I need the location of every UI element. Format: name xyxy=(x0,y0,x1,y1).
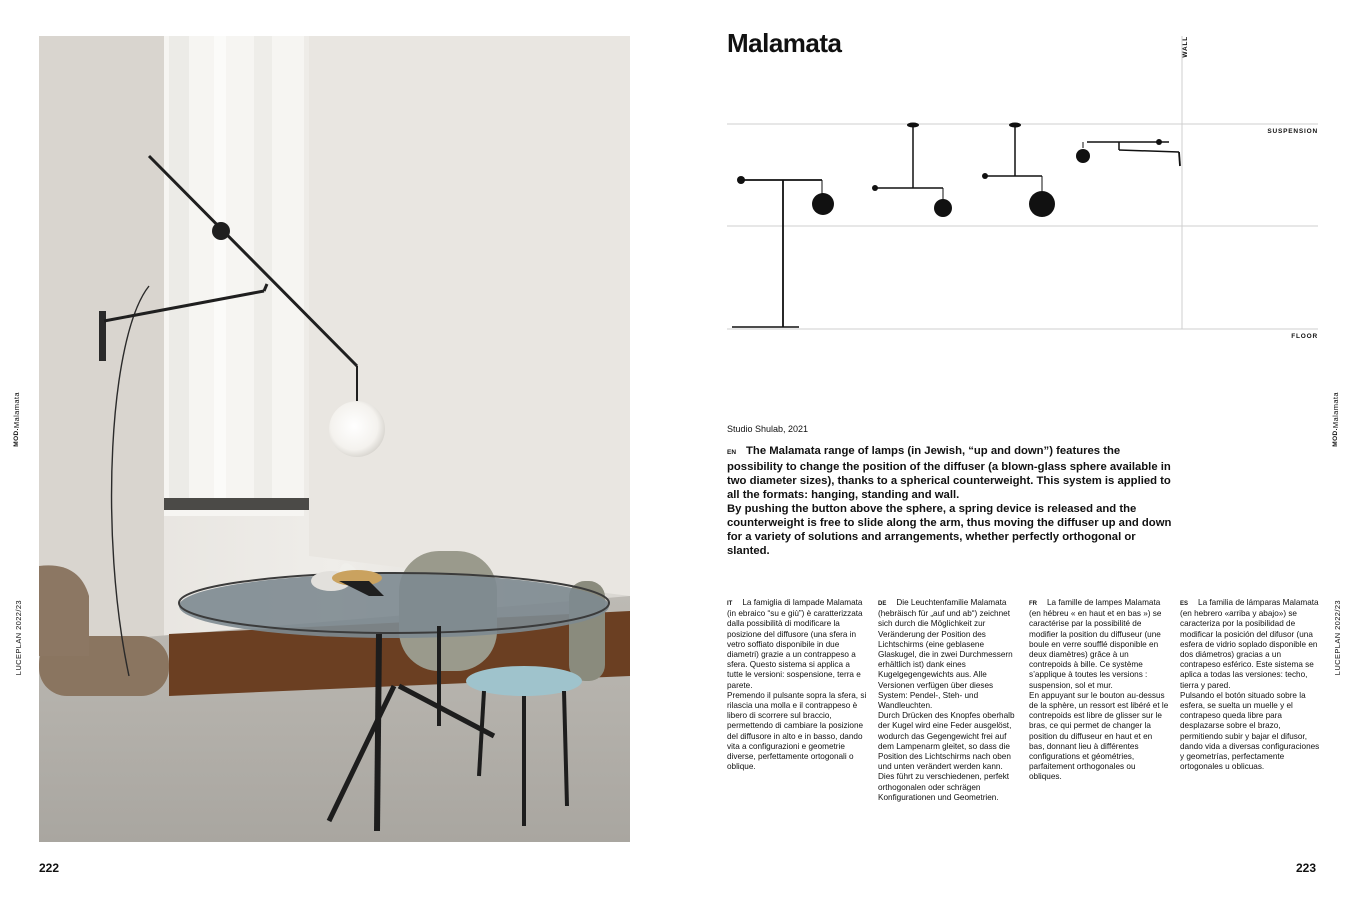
right-catalog-label: LUCEPLAN 2022/23 xyxy=(1333,600,1342,676)
lang-code-it: IT xyxy=(727,601,733,607)
right-model-prefix: MOD. xyxy=(1332,428,1339,447)
right-model-name: Malamata xyxy=(1331,392,1340,429)
page-title: Malamata xyxy=(727,28,842,58)
column-es-text: La familia de lámparas Malamata (en hebrero «arriba y abajo») se caracteriza por la posibilidad de modificar la posición del difusor (una esfera de vidrio soplado disponible en dos diámetros) gracias a un contrapeso esférico. Este sistema se aplica a todas las versiones: techo, tierra y pared. Pulsando el botón situado sobre la esfera, se suelta un muelle y el contrapeso queda libre para desplazarse sobre el brazo, permitiendo subir y bajar el difusor, dando vida a diversas configuraciones y geometrías, perfectamente ortogonales u oblicuas. xyxy=(1180,598,1320,772)
left-model-prefix: MOD. xyxy=(13,428,20,447)
right-model-label xyxy=(1331,392,1340,447)
left-model-label xyxy=(12,392,21,447)
floor-label: FLOOR xyxy=(1291,333,1318,340)
lang-code-fr: FR xyxy=(1029,601,1037,607)
wall-label: WALL xyxy=(1182,36,1189,58)
product-photo xyxy=(39,36,630,842)
left-page-number: 222 xyxy=(39,861,60,875)
room-scene-illustration xyxy=(39,36,630,842)
configurations-diagram xyxy=(727,36,1327,346)
left-catalog-label: LUCEPLAN 2022/23 xyxy=(14,600,23,676)
lang-code-es: ES xyxy=(1180,601,1189,607)
lang-code-en: EN xyxy=(727,449,737,456)
column-es xyxy=(1180,598,1320,772)
right-page-number: 223 xyxy=(1296,861,1317,875)
column-it xyxy=(727,598,867,772)
left-model-name: Malamata xyxy=(12,392,21,429)
designer-credit: Studio Shulab, 2021 xyxy=(727,424,809,434)
lamp-configurations-drawing xyxy=(727,36,1327,346)
column-de-text: Die Leuchtenfamilie Malamata (hebräisch für „auf und ab“) zeichnet sich durch die Möglichkeit zur Veränderung der Position des Lichtschirms (eine geblasene Glaskugel, die in zwei Durchmessern erhältlich ist) dank eines Kugelgegengewichts aus. Alle Versionen verfügen über dieses System: Pendel-, Steh- und Wandleuchten. Durch Drücken des Knopfes oberhalb der Kugel wird eine Feder ausgelöst, wodurch das Gegengewicht frei auf dem Lampenarm gleitet, so dass die Position des Lichtschirms nach oben und unten verändert werden kann. Dies führt zu verschiedenen, perfekt orthogonalen oder schrägen Konfigurationen und Geometrien. xyxy=(878,598,1015,802)
column-fr-text: La famille de lampes Malamata (en hébreu « en haut et en bas ») se caractérise par la possibilité de modifier la position du diffuseur (une boule en verre soufflé disponible en deux diamètres) grâce à un contrepoids à bille. Ce système s’applique à toutes les versions : suspension, sol et mur. En appuyant sur le bouton au-dessus de la sphère, un ressort est libéré et le contrepoids est libre de glisser sur le bras, ce qui permet de changer la position du diffuseur en haut et en bas, donnant lieu à différentes configurations et géométries, parfaitement orthogonales ou obliques. xyxy=(1029,598,1169,782)
column-it-text: La famiglia di lampade Malamata (in ebraico “su e giù”) è caratterizzata dalla possibilità di modificare la posizione del diffusore (una sfera in vetro soffiato disponibile in due diametri) grazie a un contrappeso a sfera. Questo sistema si applica a tutte le versioni: sospensione, terra e parete. Premendo il pulsante sopra la sfera, si rilascia una molla e il contrappeso è libero di scorrere sul braccio, permettendo di cambiare la posizione del diffusore in alto e in basso, dando vita a configurazioni e geometrie diverse, perfettamente ortogonali o oblique. xyxy=(727,598,867,772)
lang-code-de: DE xyxy=(878,601,887,607)
lead-paragraph-en xyxy=(727,444,1175,558)
lead-text: The Malamata range of lamps (in Jewish, “up and down”) features the possibility to change the position of the diffuser (a blown-glass sphere available in two diameter sizes), thanks to a spherical counterweight. This system is applied to all the formats: hanging, standing and wall. By pushing the button above the sphere, a spring device is released and the counterweight is free to slide along the arm, thus moving the diffuser up and down for a variety of solutions and arrangements, whether perfectly orthogonal or slanted. xyxy=(727,445,1172,557)
column-fr xyxy=(1029,598,1169,783)
suspension-label: SUSPENSION xyxy=(1267,128,1318,135)
column-de xyxy=(878,598,1018,803)
